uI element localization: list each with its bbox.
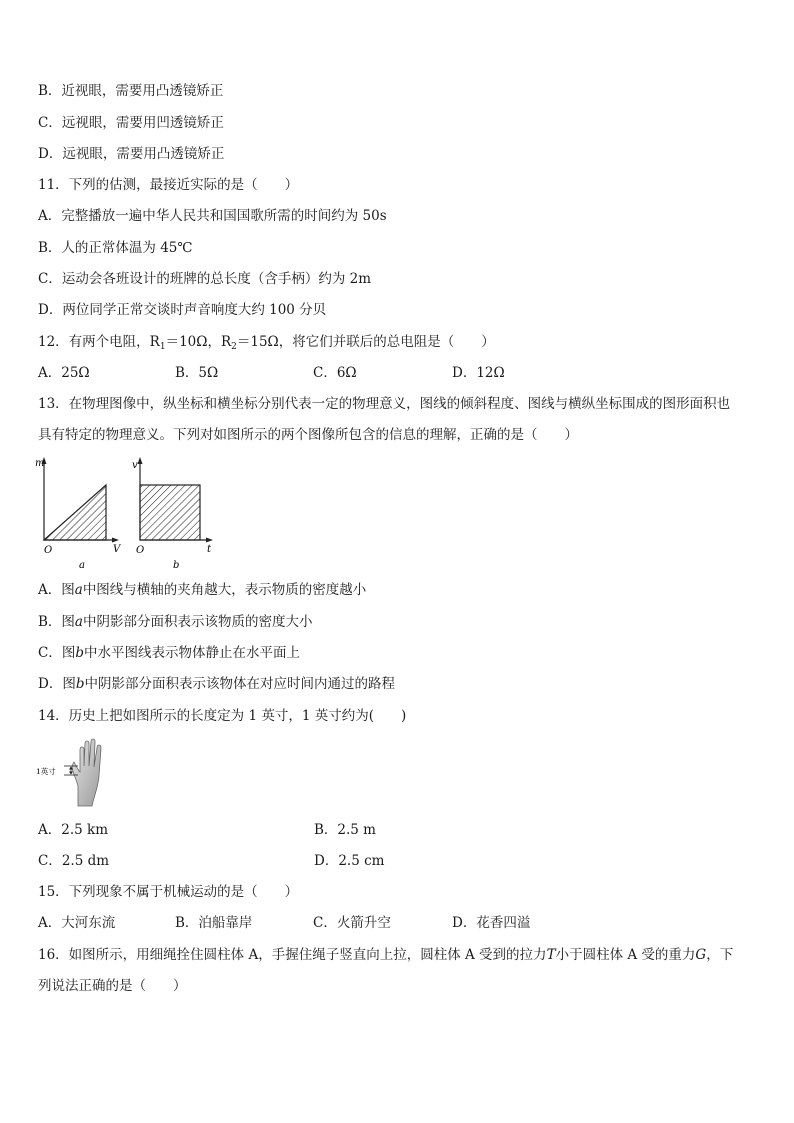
graph-b-x-label: t <box>207 544 212 555</box>
q11-stem: 11．下列的估测，最接近实际的是（ ） <box>38 177 299 193</box>
q13-option-c: C．图b中水平图线表示物体静止在水平面上 <box>38 645 300 661</box>
graph-b <box>132 457 213 571</box>
q15-option-c: C．火箭升空 <box>313 915 391 931</box>
graph-b-caption: b <box>173 560 180 571</box>
q13-option-a: A．图a中图线与横轴的夹角越大，表示物质的密度越小 <box>38 582 367 598</box>
graph-a-origin: O <box>44 545 53 556</box>
q14-option-a: A．2.5 km <box>38 822 108 838</box>
q15-stem: 15．下列现象不属于机械运动的是（ ） <box>38 884 299 900</box>
q13-stem-line1: 13．在物理图像中，纵坐标和横坐标分别代表一定的物理意义，图线的倾斜程度、图线与横纵坐标围成的图形面积也 <box>38 396 731 412</box>
q12-option-b: B．5Ω <box>175 365 219 381</box>
q11-option-b: B．人的正常体温为 45℃ <box>38 240 193 256</box>
q12-option-a: A．25Ω <box>38 365 90 381</box>
q13-option-b: B．图a中阴影部分面积表示该物质的密度大小 <box>38 614 313 630</box>
q15-option-a: A．大河东流 <box>38 915 116 931</box>
q12-option-d: D．12Ω <box>452 365 505 381</box>
graph-a-y-label: m <box>35 458 45 469</box>
graph-a <box>35 457 122 571</box>
q14-hand-figure <box>34 736 114 808</box>
q14-stem: 14．历史上把如图所示的长度定为 1 英寸，1 英寸约为( ) <box>38 708 407 724</box>
q13-figure <box>34 452 234 572</box>
graph-b-origin: O <box>136 545 145 556</box>
q11-option-a: A．完整播放一遍中华人民共和国国歌所需的时间约为 50s <box>38 208 387 224</box>
q10-option-c: C．远视眼，需要用凹透镜矫正 <box>38 115 224 131</box>
inch-label: 1英寸 <box>36 767 56 776</box>
q16-stem-line2: 列说法正确的是（ ） <box>38 978 187 994</box>
q15-option-d: D．花香四溢 <box>452 915 531 931</box>
r2-subscript: 2 <box>231 342 237 352</box>
q13-stem-line2: 具有特定的物理意义。下列对如图所示的两个图像所包含的信息的理解，正确的是（ ） <box>38 427 578 443</box>
r1-subscript: 1 <box>159 342 166 352</box>
q12-stem: 12．有两个电阻，$R_1=10\Omega$，$R_2=15\Omega$，将它们并联后的总电阻是（ ） <box>38 334 495 352</box>
q14-option-d: D．2.5 cm <box>314 853 385 869</box>
graph-b-y-label: v <box>132 460 138 471</box>
q13-option-d: D．图b中阴影部分面积表示该物体在对应时间内通过的路程 <box>38 676 395 692</box>
q11-option-d: D．两位同学正常交谈时声音响度大约 100 分贝 <box>38 302 327 318</box>
graph-a-caption: a <box>79 560 85 571</box>
q11-option-c: C．运动会各班设计的班牌的总长度（含手柄）约为 2m <box>38 271 372 287</box>
q14-option-b: B．2.5 m <box>314 822 376 838</box>
q15-option-b: B．泊船靠岸 <box>175 915 253 931</box>
q16-stem-line1: 16．如图所示，用细绳拴住圆柱体 A，手握住绳子竖直向上拉，圆柱体 A 受到的拉力T小于圆柱体 A 受的重力G，下 <box>38 947 734 963</box>
q10-option-d: D．远视眼，需要用凸透镜矫正 <box>38 146 225 162</box>
q10-option-b: B．近视眼，需要用凸透镜矫正 <box>38 83 224 99</box>
hand-icon <box>72 739 101 806</box>
q12-option-c: C．6Ω <box>313 365 357 381</box>
graph-a-x-label: V <box>113 544 121 555</box>
q14-option-c: C．2.5 dm <box>38 853 110 869</box>
